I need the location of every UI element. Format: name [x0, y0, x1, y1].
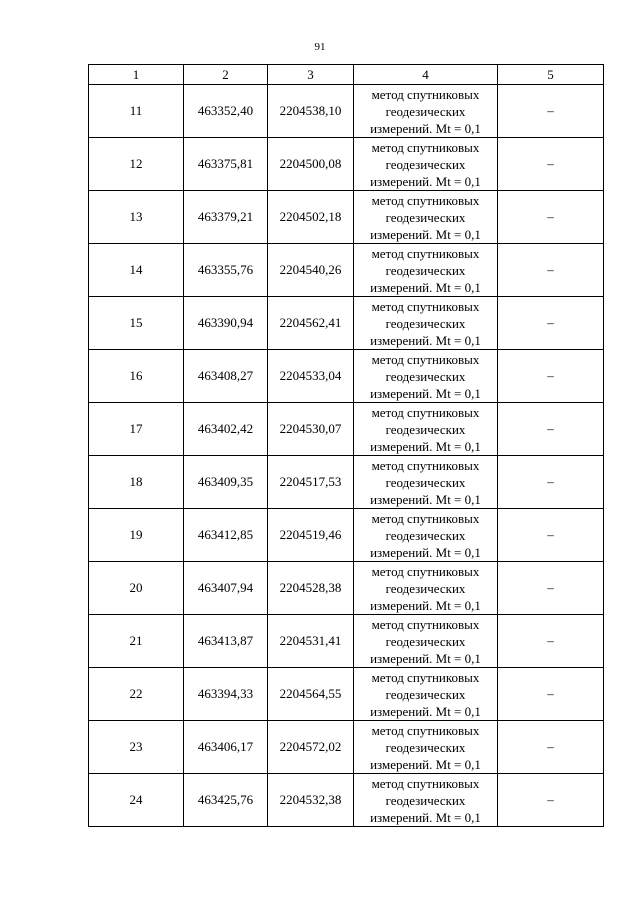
- y-coordinate-cell: 2204502,18: [268, 191, 354, 244]
- table-row: [89, 403, 604, 456]
- method-line-3: измерений. Mt = 0,1: [370, 756, 481, 772]
- note-cell: –: [498, 668, 604, 721]
- note-cell: –: [498, 774, 604, 827]
- method-line-1: метод спутниковых: [371, 669, 480, 685]
- method-cell: [354, 615, 498, 668]
- x-coordinate-cell: 463413,87: [184, 615, 268, 668]
- table-row: [89, 456, 604, 509]
- header-col-3: 3: [268, 65, 354, 85]
- x-coordinate-cell: 463408,27: [184, 350, 268, 403]
- table-row: [89, 297, 604, 350]
- header-col-4: 4: [354, 65, 498, 85]
- y-coordinate-cell: 2204517,53: [268, 456, 354, 509]
- method-line-3: измерений. Mt = 0,1: [370, 120, 481, 136]
- method-line-1: метод спутниковых: [371, 457, 480, 473]
- method-line-1: метод спутниковых: [371, 245, 480, 261]
- method-line-3: измерений. Mt = 0,1: [370, 597, 481, 613]
- method-line-3: измерений. Mt = 0,1: [370, 703, 481, 719]
- y-coordinate-cell: 2204572,02: [268, 721, 354, 774]
- method-line-2: геодезических: [385, 368, 466, 384]
- y-coordinate-cell: 2204531,41: [268, 615, 354, 668]
- x-coordinate-cell: 463375,81: [184, 138, 268, 191]
- x-coordinate-cell: 463412,85: [184, 509, 268, 562]
- table-body: [89, 85, 604, 827]
- method-line-3: измерений. Mt = 0,1: [370, 650, 481, 666]
- method-line-2: геодезических: [385, 686, 466, 702]
- method-cell: [354, 191, 498, 244]
- method-cell: [354, 668, 498, 721]
- method-line-2: геодезических: [385, 209, 466, 225]
- note-cell: –: [498, 562, 604, 615]
- table-row: [89, 138, 604, 191]
- point-number-cell: 12: [89, 138, 184, 191]
- header-row: [89, 65, 604, 85]
- note-cell: –: [498, 138, 604, 191]
- table-row: [89, 562, 604, 615]
- method-line-1: метод спутниковых: [371, 563, 480, 579]
- x-coordinate-cell: 463390,94: [184, 297, 268, 350]
- point-number-cell: 21: [89, 615, 184, 668]
- method-line-2: геодезических: [385, 315, 466, 331]
- method-line-3: измерений. Mt = 0,1: [370, 279, 481, 295]
- point-number-cell: 20: [89, 562, 184, 615]
- x-coordinate-cell: 463355,76: [184, 244, 268, 297]
- method-cell: [354, 403, 498, 456]
- method-cell: [354, 721, 498, 774]
- method-cell: [354, 562, 498, 615]
- method-line-2: геодезических: [385, 262, 466, 278]
- point-number-cell: 19: [89, 509, 184, 562]
- page-number: 91: [314, 41, 326, 53]
- method-cell: [354, 350, 498, 403]
- table-row: [89, 721, 604, 774]
- method-line-1: метод спутниковых: [371, 722, 480, 738]
- y-coordinate-cell: 2204564,55: [268, 668, 354, 721]
- method-line-3: измерений. Mt = 0,1: [370, 385, 481, 401]
- header-col-5: 5: [498, 65, 604, 85]
- method-line-1: метод спутниковых: [371, 775, 480, 791]
- method-line-3: измерений. Mt = 0,1: [370, 332, 481, 348]
- note-cell: –: [498, 85, 604, 138]
- note-cell: –: [498, 403, 604, 456]
- x-coordinate-cell: 463402,42: [184, 403, 268, 456]
- method-line-3: измерений. Mt = 0,1: [370, 491, 481, 507]
- table-row: [89, 509, 604, 562]
- method-line-1: метод спутниковых: [371, 351, 480, 367]
- method-line-2: геодезических: [385, 633, 466, 649]
- method-cell: [354, 85, 498, 138]
- method-line-1: метод спутниковых: [371, 86, 480, 102]
- method-line-2: геодезических: [385, 156, 466, 172]
- note-cell: –: [498, 456, 604, 509]
- note-cell: –: [498, 244, 604, 297]
- x-coordinate-cell: 463409,35: [184, 456, 268, 509]
- method-line-2: геодезических: [385, 103, 466, 119]
- x-coordinate-cell: 463407,94: [184, 562, 268, 615]
- point-number-cell: 14: [89, 244, 184, 297]
- point-number-cell: 11: [89, 85, 184, 138]
- point-number-cell: 17: [89, 403, 184, 456]
- y-coordinate-cell: 2204500,08: [268, 138, 354, 191]
- method-cell: [354, 138, 498, 191]
- y-coordinate-cell: 2204562,41: [268, 297, 354, 350]
- method-line-2: геодезических: [385, 580, 466, 596]
- method-cell: [354, 509, 498, 562]
- method-line-2: геодезических: [385, 474, 466, 490]
- method-cell: [354, 456, 498, 509]
- note-cell: –: [498, 721, 604, 774]
- x-coordinate-cell: 463379,21: [184, 191, 268, 244]
- method-line-3: измерений. Mt = 0,1: [370, 544, 481, 560]
- table-row: [89, 668, 604, 721]
- method-line-3: измерений. Mt = 0,1: [370, 438, 481, 454]
- method-line-1: метод спутниковых: [371, 192, 480, 208]
- table-row: [89, 244, 604, 297]
- method-line-2: геодезических: [385, 527, 466, 543]
- point-number-cell: 15: [89, 297, 184, 350]
- x-coordinate-cell: 463425,76: [184, 774, 268, 827]
- y-coordinate-cell: 2204538,10: [268, 85, 354, 138]
- y-coordinate-cell: 2204532,38: [268, 774, 354, 827]
- point-number-cell: 16: [89, 350, 184, 403]
- header-col-1: 1: [89, 65, 184, 85]
- x-coordinate-cell: 463406,17: [184, 721, 268, 774]
- x-coordinate-cell: 463352,40: [184, 85, 268, 138]
- point-number-cell: 24: [89, 774, 184, 827]
- method-cell: [354, 297, 498, 350]
- point-number-cell: 13: [89, 191, 184, 244]
- table-row: [89, 615, 604, 668]
- point-number-cell: 22: [89, 668, 184, 721]
- table-row: [89, 85, 604, 138]
- note-cell: –: [498, 191, 604, 244]
- method-line-2: геодезических: [385, 792, 466, 808]
- y-coordinate-cell: 2204533,04: [268, 350, 354, 403]
- table-row: [89, 350, 604, 403]
- method-line-3: измерений. Mt = 0,1: [370, 173, 481, 189]
- table-row: [89, 774, 604, 827]
- y-coordinate-cell: 2204519,46: [268, 509, 354, 562]
- note-cell: –: [498, 509, 604, 562]
- point-number-cell: 18: [89, 456, 184, 509]
- method-line-1: метод спутниковых: [371, 510, 480, 526]
- y-coordinate-cell: 2204530,07: [268, 403, 354, 456]
- method-line-2: геодезических: [385, 421, 466, 437]
- y-coordinate-cell: 2204540,26: [268, 244, 354, 297]
- point-number-cell: 23: [89, 721, 184, 774]
- method-line-1: метод спутниковых: [371, 404, 480, 420]
- table-row: [89, 191, 604, 244]
- method-cell: [354, 244, 498, 297]
- method-line-3: измерений. Mt = 0,1: [370, 226, 481, 242]
- note-cell: –: [498, 615, 604, 668]
- note-cell: –: [498, 297, 604, 350]
- method-line-1: метод спутниковых: [371, 139, 480, 155]
- x-coordinate-cell: 463394,33: [184, 668, 268, 721]
- coordinates-table: [88, 64, 604, 827]
- header-col-2: 2: [184, 65, 268, 85]
- method-line-1: метод спутниковых: [371, 616, 480, 632]
- method-line-1: метод спутниковых: [371, 298, 480, 314]
- method-cell: [354, 774, 498, 827]
- note-cell: –: [498, 350, 604, 403]
- y-coordinate-cell: 2204528,38: [268, 562, 354, 615]
- method-line-3: измерений. Mt = 0,1: [370, 809, 481, 825]
- method-line-2: геодезических: [385, 739, 466, 755]
